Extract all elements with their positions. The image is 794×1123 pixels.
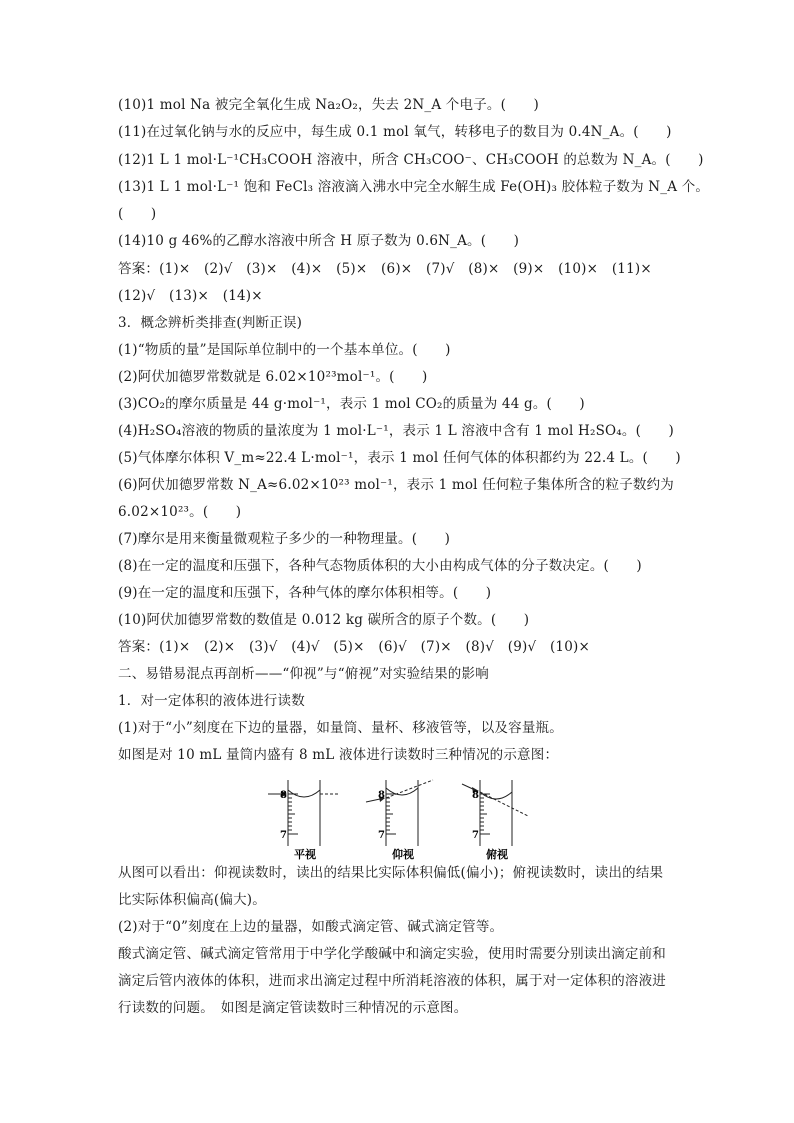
concept-question-1: (1)“物质的量”是国际单位制中的一个基本单位。( ): [118, 342, 451, 358]
tick-label-7: 7: [378, 830, 385, 841]
concept-question-9: (9)在一定的温度和压强下，各种气体的摩尔体积相等。( ): [118, 585, 492, 601]
tick-label-8: 8: [280, 790, 287, 801]
paragraph-7: 滴定后管内液体的体积，进而求出滴定过程中所消耗溶液的体积，属于对一定体积的溶液进: [118, 973, 666, 989]
concept-question-4: (4)H₂SO₄溶液的物质的量浓度为 1 mol·L⁻¹，表示 1 L 溶液中含有 1 mol H₂SO₄。( ): [118, 423, 674, 439]
cylinder-upward-view: [366, 780, 433, 846]
subheading-1: 1．对一定体积的液体进行读数: [118, 693, 305, 709]
concept-question-7: (7)摩尔是用来衡量微观粒子多少的一种物理量。( ): [118, 531, 451, 547]
tick-label-8: 8: [378, 790, 385, 801]
paragraph-4: 比实际体积偏高(偏大)。: [118, 892, 266, 908]
paragraph-2: 如图是对 10 mL 量筒内盛有 8 mL 液体进行读数时三种情况的示意图：: [118, 747, 559, 763]
tick-label-7: 7: [472, 830, 479, 841]
cylinder-level-view: [268, 780, 338, 846]
question-12: (12)1 L 1 mol·L⁻¹CH₃COOH 溶液中，所含 CH₃COO⁻、CH₃COOH 的总数为 N_A。( ): [118, 152, 704, 168]
question-14: (14)10 g 46%的乙醇水溶液中所含 H 原子数为 0.6N_A。( ): [118, 233, 520, 249]
question-13: (13)1 L 1 mol·L⁻¹ 饱和 FeCl₃ 溶液滴入沸水中完全水解生成 Fe(OH)₃ 胶体粒子数为 N_A 个。: [118, 179, 710, 195]
concept-question-3: (3)CO₂的摩尔质量是 44 g·mol⁻¹，表示 1 mol CO₂的质量为 44 g。( ): [118, 396, 585, 412]
concept-question-8: (8)在一定的温度和压强下，各种气态物质体积的大小由构成气体的分子数决定。( ): [118, 558, 642, 574]
paragraph-8: 行读数的问题。 如图是滴定管读数时三种情况的示意图。: [118, 1000, 468, 1016]
section-heading-3: 3．概念辨析类排查(判断正误): [118, 315, 303, 331]
caption-level: 平视: [294, 848, 316, 860]
paragraph-5: (2)对于“0”刻度在上边的量器，如酸式滴定管、碱式滴定管等。: [118, 919, 504, 935]
paragraph-3: 从图可以看出：仰视读数时，读出的结果比实际体积偏低(偏小)；俯视读数时，读出的结果: [118, 865, 664, 881]
tick-label-7: 7: [280, 830, 287, 841]
concept-question-10: (10)阿伏加德罗常数的数值是 0.012 kg 碳所含的原子个数。( ): [118, 612, 530, 628]
concept-question-6: (6)阿伏加德罗常数 N_A≈6.02×10²³ mol⁻¹，表示 1 mol 任何粒子集体所含的粒子数约为: [118, 477, 674, 493]
answer-line-2: (12)√ (13)× (14)×: [118, 288, 263, 304]
paragraph-6: 酸式滴定管、碱式滴定管常用于中学化学酸碱中和滴定实验，使用时需要分别读出滴定前和: [118, 946, 666, 962]
concept-question-6-tail: 6.02×10²³。( ): [118, 504, 242, 520]
section-heading-2: 二、易错易混点再剖析——“仰视”与“俯视”对实验结果的影响: [118, 666, 489, 682]
question-10: (10)1 mol Na 被完全氧化生成 Na₂O₂，失去 2N_A 个电子。( ): [118, 97, 539, 113]
paragraph-1: (1)对于“小”刻度在下边的量器，如量筒、量杯、移液管等，以及容量瓶。: [118, 720, 563, 736]
tick-label-8: 8: [472, 790, 479, 801]
question-11: (11)在过氧化钠与水的反应中，每生成 0.1 mol 氧气，转移电子的数目为 0.4N_A。( ): [118, 124, 672, 140]
cylinder-diagram: [258, 778, 538, 860]
concept-question-2: (2)阿伏加德罗常数就是 6.02×10²³mol⁻¹。( ): [118, 369, 428, 385]
caption-upward: 仰视: [392, 848, 414, 860]
question-13-blank: ( ): [118, 206, 157, 222]
cylinder-reading-figure: [258, 778, 538, 860]
concept-question-5: (5)气体摩尔体积 V_m≈22.4 L·mol⁻¹，表示 1 mol 任何气体的体积都约为 22.4 L。( ): [118, 450, 681, 466]
answer-line-1: 答案：(1)× (2)√ (3)× (4)× (5)× (6)× (7)√ (8)× (9)× (10)× (11)×: [118, 261, 652, 277]
caption-downward: 俯视: [486, 848, 508, 860]
concept-answer: 答案：(1)× (2)× (3)√ (4)√ (5)× (6)√ (7)× (8)√ (9)√ (10)×: [118, 639, 590, 655]
